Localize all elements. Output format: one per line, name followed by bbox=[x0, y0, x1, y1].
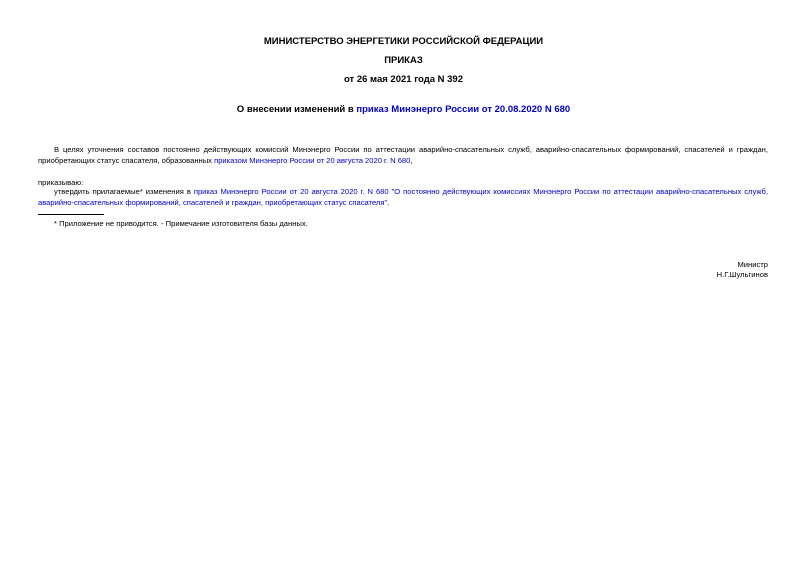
document-title bbox=[0, 104, 807, 116]
preamble-order-link[interactable]: приказом Минэнерго России от 20 августа 2020 г. N 680 bbox=[214, 156, 411, 165]
preamble-paragraph bbox=[38, 144, 768, 166]
footnote-divider bbox=[38, 214, 104, 215]
title-prefix: О внесении изменений в bbox=[236, 104, 357, 115]
decree-prefix: утвердить прилагаемые* изменения в bbox=[54, 187, 194, 196]
document-type: ПРИКАЗ bbox=[384, 55, 423, 66]
preamble-text: В целях уточнения составов постоянно действующих комиссий Минэнерго России по аттестации аварийно-спасательных служб, аварийно-спасательных формирований, спасателей и граждан, приобретающих статус спасателя, образованных bbox=[38, 145, 768, 165]
title-order-link[interactable]: приказ Минэнерго России от 20.08.2020 N 680 bbox=[356, 104, 571, 115]
document-date-number: от 26 мая 2021 года N 392 bbox=[343, 74, 464, 85]
preamble-suffix: , bbox=[410, 156, 413, 165]
decree-paragraph bbox=[38, 186, 768, 208]
ministry-heading: МИНИСТЕРСТВО ЭНЕРГЕТИКИ РОССИЙСКОЙ ФЕДЕРАЦИИ bbox=[263, 36, 544, 47]
order-word: приказываю: bbox=[38, 178, 84, 187]
footnote-text: * Приложение не приводится. - Примечание изготовителя базы данных. bbox=[54, 219, 308, 228]
decree-suffix: . bbox=[387, 198, 390, 207]
signature-name: Н.Г.Шульгинов bbox=[716, 270, 768, 279]
decree-order-link[interactable]: приказ Минэнерго России от 20 августа 2020 г. N 680 "О постоянно действующих комиссиях Минэнерго России по аттестации аварийно-спасательных служб, аварийно-спасательных формирований, спасателей и граждан, приобретающих статус спасателя" bbox=[38, 187, 768, 207]
signature-position: Министр bbox=[737, 260, 768, 269]
